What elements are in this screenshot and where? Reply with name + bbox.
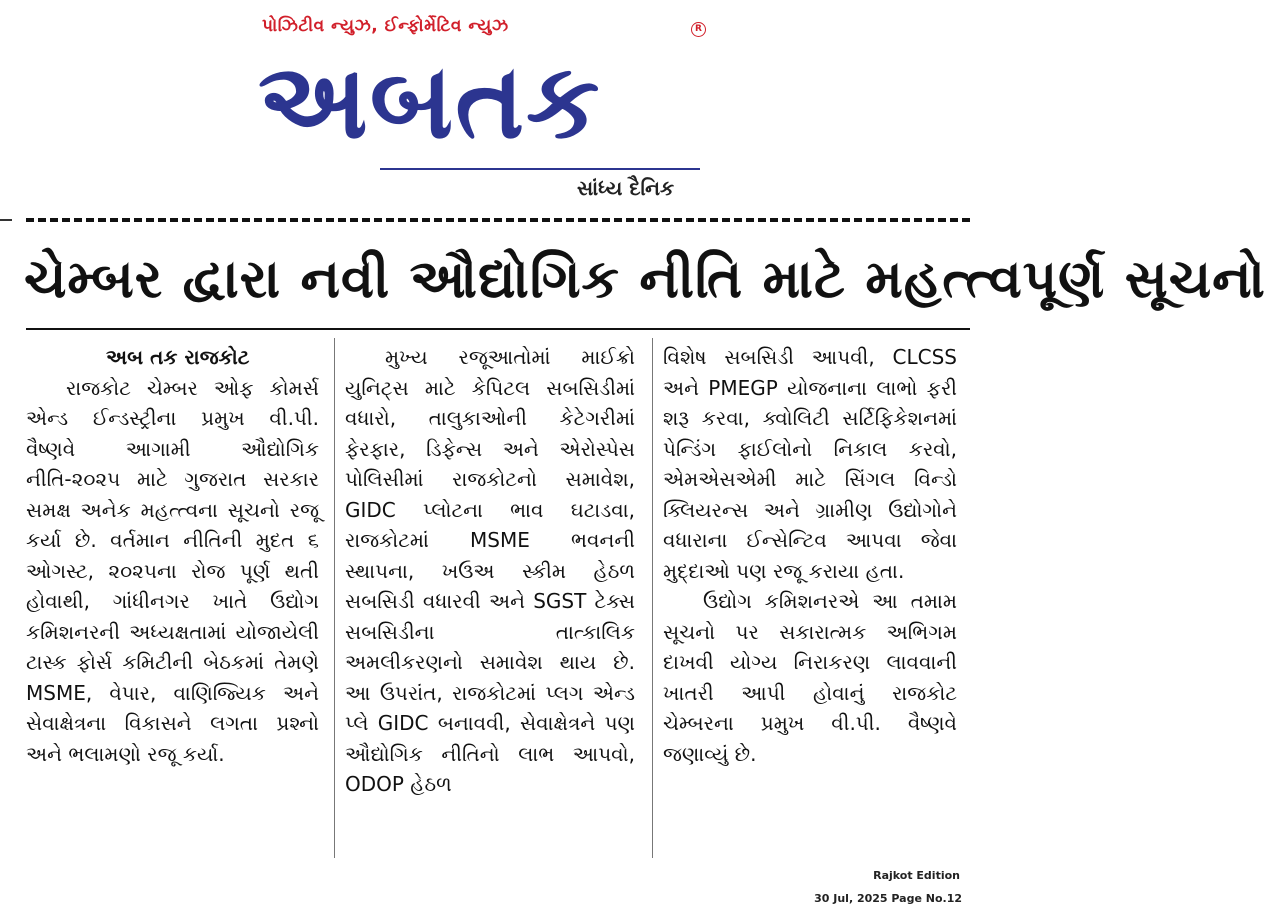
masthead-subtitle: સાંધ્ય દૈનિક [577, 176, 675, 200]
top-divider [26, 218, 970, 222]
margin-tick [0, 219, 12, 221]
article-paragraph: વિશેષ સબસિડી આપવી, CLCSS અને PMEGP યોજનાના લાભો ફરી શરૂ કરવા, ક્વોલિટી સર્ટિફિકેશનમાં પેન્ડિંગ ફાઈલોનો નિકાલ કરવો, એમએસએમી માટે સિંગલ વિન્ડો ક્લિયરન્સ અને ગ્રામીણ ઉદ્યોગોને વધારાના ઈન્સેન્ટિવ આપવા જેવા મુદ્દાઓ પણ રજૂ કરાયા હતા. [663, 345, 957, 583]
article-column-2 [345, 342, 635, 800]
masthead [0, 0, 970, 215]
edition-label: Rajkot Edition [873, 869, 960, 882]
article-paragraph: ઉદ્યોગ કમિશનરએ આ તમામ સૂચનો પર સકારાત્મક અભિગમ દાખવી યોગ્ય નિરાકરણ લાવવાની ખાતરી આપી હોવાનું રાજકોટ ચેમ્બરના પ્રમુખ વી.પી. વૈષ્ણવે જણાવ્યું છે. [663, 589, 957, 766]
byline: અબ તક રાજકોટ [106, 345, 250, 369]
column-divider [652, 338, 653, 858]
tagline: પોઝિટીવ ન્યુઝ, ઈન્ફોર્મેટિવ ન્યુઝ [262, 16, 509, 36]
headline-divider [26, 328, 970, 330]
article-headline: ચેમ્બર દ્વારા નવી ઔદ્યોગિક નીતિ માટે મહત્ત્વપૂર્ણ સૂચનો [24, 249, 1266, 310]
article-column-3 [663, 342, 957, 769]
article-paragraph: રાજકોટ ચેમ્બર ઓફ કોમર્સ એન્ડ ઈન્ડસ્ટ્રીના પ્રમુખ વી.પી. વૈષ્ણવે આગામી ઔદ્યોગિક નીતિ-૨૦૨૫ માટે ગુજરાત સરકાર સમક્ષ અનેક મહત્ત્વના સૂચનો રજૂ કર્યા છે. વર્તમાન નીતિની મુદત ૬ ઓગસ્ટ, ૨૦૨૫ના રોજ પૂર્ણ થતી હોવાથી, ગાંધીનગર ખાતે ઉદ્યોગ કમિશનરની અધ્યક્ષતામાં યોજાયેલી ટાસ્ક ફોર્સ કમિટીની બેઠકમાં તેમણે MSME, વેપાર, વાણિજ્યિક અને સેવાક્ષેત્રના વિકાસને લગતા પ્રશ્નો અને ભલામણો રજૂ કર્યા. [26, 375, 319, 766]
article-paragraph: મુખ્ય રજૂઆતોમાં માઈક્રો યુનિટ્સ માટે કેપિટલ સબસિડીમાં વધારો, તાલુકાઓની કેટેગરીમાં ફેરફાર, ડિફેન્સ અને એરોસ્પેસ પોલિસીમાં રાજકોટનો સમાવેશ, GIDC પ્લોટના ભાવ ઘટાડવા, રાજકોટમાં MSME ભવનની સ્થાપના, ખઉઅ સ્કીમ હેઠળ સબસિડી વધારવી અને SGST ટેક્સ સબસિડીના તાત્કાલિક અમલીકરણનો સમાવેશ થાય છે. આ ઉપરાંત, રાજકોટમાં પ્લગ એન્ડ પ્લે GIDC બનાવવી, સેવાક્ષેત્રને પણ ઔદ્યોગિક નીતિનો લાભ આપવો, ODOP હેઠળ [345, 345, 635, 796]
column-divider [334, 338, 335, 858]
article-column-1 [26, 342, 319, 769]
registered-trademark-icon: R [691, 22, 706, 37]
newspaper-logo: અબતક [258, 40, 602, 162]
date-page-label: 30 Jul, 2025 Page No.12 [814, 892, 962, 905]
logo-underline [380, 168, 700, 170]
